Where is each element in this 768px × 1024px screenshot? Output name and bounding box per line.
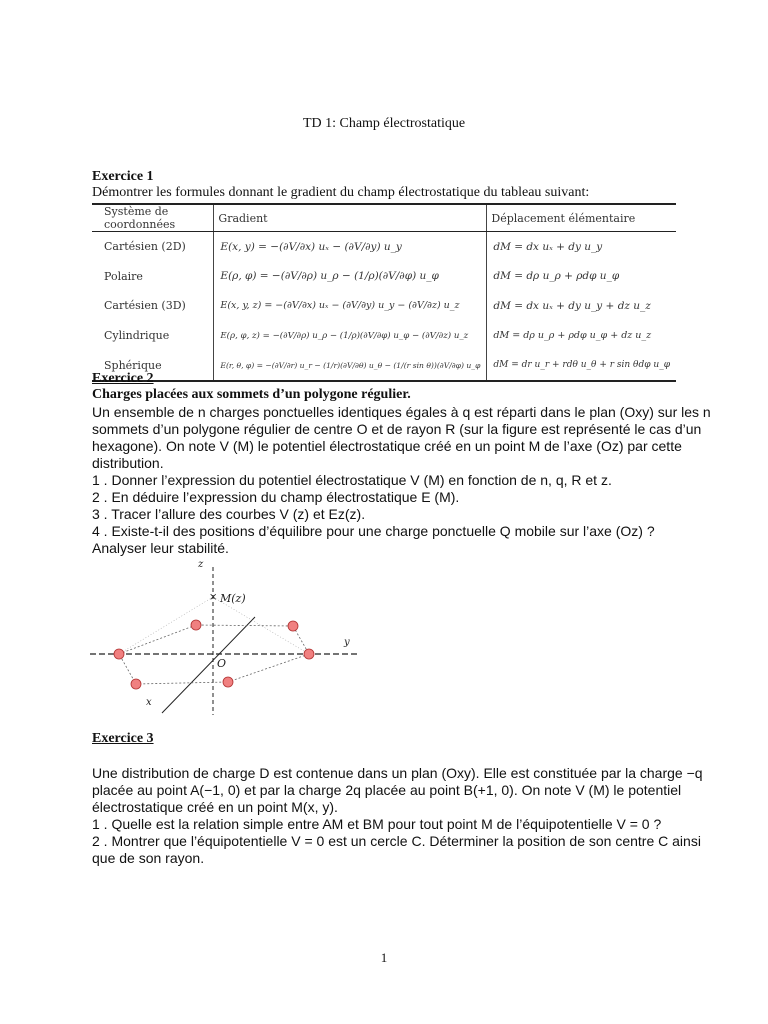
exercise-2-question: Analyser leur stabilité. [92, 540, 229, 556]
page-title: TD 1: Champ électrostatique [302, 116, 466, 131]
x-axis [162, 617, 255, 713]
gradient-cell: E(x, y) = −(∂V/∂x) uₓ − (∂V/∂y) u_y [214, 232, 487, 262]
charge-point [191, 620, 201, 630]
table-row [92, 321, 676, 351]
hexagon-charges-figure [90, 555, 370, 715]
coordinate-system-cell: Polaire [92, 262, 214, 292]
table-header-row [92, 204, 676, 232]
table-header: Déplacement élémentaire [487, 204, 676, 232]
table-row [92, 350, 676, 381]
table-header: Système de coordonnées [92, 204, 214, 232]
exercise-3-intro-line: Une distribution de charge D est contenue dans un plan (Oxy). Elle est constituée par la charge −q [92, 765, 703, 781]
displacement-cell: dM = dx uₓ + dy u_y [493, 240, 603, 253]
gradient-cell: E(x, y, z) = −(∂V/∂x) uₓ − (∂V/∂y) u_y − (∂V/∂z) u_z [214, 291, 487, 321]
origin-label: O [217, 657, 227, 670]
coordinate-system-cell: Sphérique [92, 350, 214, 381]
gradient-table [92, 203, 676, 382]
exercise-1-text: Démontrer les formules donnant le gradient du champ électrostatique du tableau suivant: [92, 185, 590, 200]
exercise-3-intro-line: placée au point A(−1, 0) et par la charge 2q placée au point B(+1, 0). On note V (M) le potentiel [92, 782, 682, 798]
exercise-2-subheading: Charges placées aux sommets d’un polygone régulier. [92, 387, 411, 402]
point-label: M(z) [220, 592, 246, 605]
table-row [92, 291, 676, 321]
gradient-cell: E(r, θ, φ) = −(∂V/∂r) u_r − (1/r)(∂V/∂θ) u_θ − (1/(r sin θ))(∂V/∂φ) u_φ [214, 350, 487, 381]
point-marker: × [209, 592, 218, 603]
exercise-3-question: 2 . Montrer que l’équipotentielle V = 0 est un cercle C. Déterminer la position de son centre C ainsi [92, 833, 701, 849]
gradient-cell: E(ρ, φ) = −(∂V/∂ρ) u_ρ − (1/ρ)(∂V/∂φ) u_φ [214, 262, 487, 292]
coordinate-system-cell: Cartésien (3D) [92, 291, 214, 321]
exercise-2-question: 3 . Tracer l’allure des courbes V (z) et Ez(z). [92, 506, 366, 522]
exercise-2-intro-line: hexagone). On note V (M) le potentiel électrostatique créé en un point M de l’axe (Oz) par cette [92, 438, 682, 454]
exercise-2-intro-line: sommets d’un polygone régulier de centre O et de rayon R (sur la figure est représenté le cas d’un [92, 421, 702, 437]
exercise-2-heading: Exercice 2 [92, 371, 154, 386]
charge-point [114, 649, 124, 659]
exercise-3-question: 1 . Quelle est la relation simple entre AM et BM pour tout point M de l’équipotentielle V = 0 ? [92, 816, 662, 832]
exercise-2-question: 4 . Existe-t-il des positions d’équilibre pour une charge ponctuelle Q mobile sur l’axe (Oz) ? [92, 523, 655, 539]
x-axis-label: x [146, 697, 152, 708]
coordinate-system-cell: Cartésien (2D) [92, 232, 214, 262]
exercise-2-intro-line: Un ensemble de n charges ponctuelles identiques égales à q est réparti dans le plan (Oxy) sur les n [92, 404, 711, 420]
y-axis-label: y [344, 637, 350, 648]
charge-point [304, 649, 314, 659]
charge-point [131, 679, 141, 689]
table-row [92, 232, 676, 262]
displacement-cell: dM = dρ u_ρ + ρdφ u_φ + dz u_z [493, 330, 652, 342]
exercise-2-question: 1 . Donner l’expression du potentiel électrostatique V (M) en fonction de n, q, R et z. [92, 472, 612, 488]
table-header: Gradient [214, 204, 487, 232]
exercise-1-heading: Exercice 1 [92, 169, 154, 184]
exercise-2-question: 2 . En déduire l’expression du champ électrostatique E (M). [92, 489, 460, 505]
displacement-cell: dM = dx uₓ + dy u_y + dz u_z [493, 299, 651, 312]
table-row [92, 262, 676, 292]
exercise-2-intro-line: distribution. [92, 455, 164, 471]
exercise-3-intro-line: électrostatique créé en un point M(x, y). [92, 799, 338, 815]
exercise-3-question: que de son rayon. [92, 850, 205, 866]
z-axis-label: z [198, 559, 204, 570]
coordinate-system-cell: Cylindrique [92, 321, 214, 351]
page-number: 1 [380, 950, 388, 965]
displacement-cell: dM = dr u_r + rdθ u_θ + r sin θdφ u_φ [493, 360, 670, 371]
charge-point [288, 621, 298, 631]
displacement-cell: dM = dρ u_ρ + ρdφ u_φ [493, 270, 620, 283]
charge-point [223, 677, 233, 687]
gradient-cell: E(ρ, φ, z) = −(∂V/∂ρ) u_ρ − (1/ρ)(∂V/∂φ) u_φ − (∂V/∂z) u_z [214, 321, 487, 351]
exercise-3-heading: Exercice 3 [92, 731, 154, 746]
